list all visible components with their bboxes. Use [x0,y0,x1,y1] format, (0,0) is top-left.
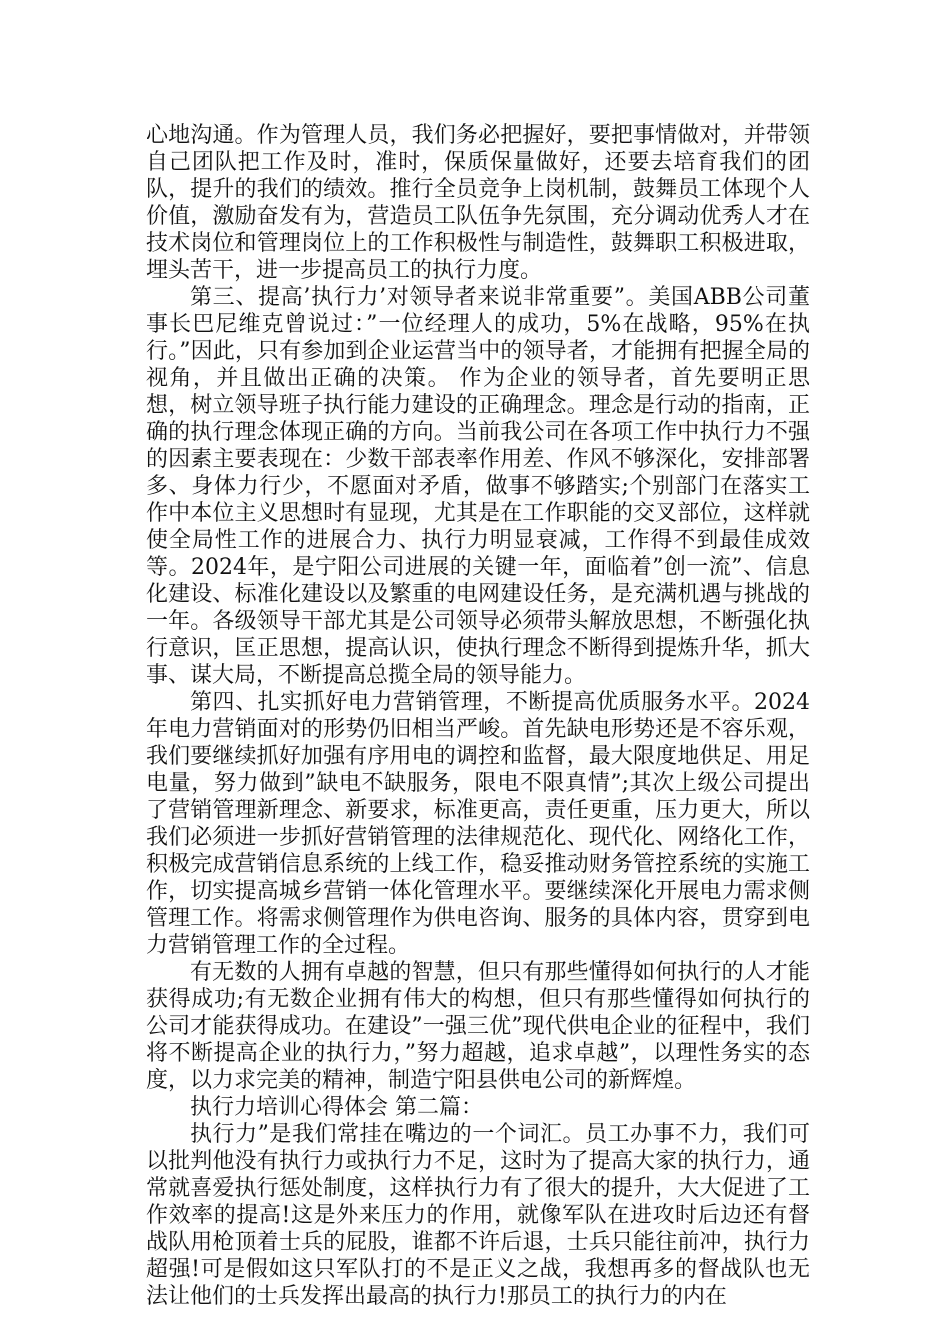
paragraph-conclusion: 有无数的人拥有卓越的智慧，但只有那些懂得如何执行的人才能获得成功;有无数企业拥有伟大的构想，但只有那些懂得如何执行的公司才能获得成功。在建设”一强三优”现代供电企业的征程中，我们将不断提高企业的执行力，”努力超越，追求卓越”，以理性务实的态度，以力求完美的精神，制造宁阳县供电公司的新辉煌。 [146,960,810,1093]
paragraph-continuation: 心地沟通。作为管理人员，我们务必把握好，要把事情做对，并带领自己团队把工作及时，准时，保质保量做好，还要去培育我们的团队，提升的我们的绩效。推行全员竞争上岗机制，鼓舞员工体现个人价值，激励奋发有为，营造员工队伍争先氛围，充分调动优秀人才在技术岗位和管理岗位上的工作积极性与制造性，鼓舞职工积极进取，埋头苦干，进一步提高员工的执行力度。 [146,123,810,283]
paragraph-point-three: 第三、提高’执行力’对领导者来说非常重要”。美国ABB公司董事长巴尼维克曾说过：”一位经理人的成功，5%在战略，95%在执行。”因此，只有参加到企业运营当中的领导者，才能拥有把握全局的视角，并且做出正确的决策。 作为企业的领导者，首先要明正思想，树立领导班子执行能力建设的正确理念。理念是行动的指南，正确的执行理念体现正确的方向。当前我公司在各项工作中执行力不强的因素主要表现在：少数干部表率作用差、作风不够深化，安排部署多、身体力行少，不愿面对矛盾，做事不够踏实;个别部门在落实工作中本位主义思想时有显现，尤其是在工作职能的交叉部位，这样就使全局性工作的进展合力、执行力明显衰减，工作得不到最佳成效等。2024年，是宁阳公司进展的关键一年，面临着”创一流”、信息化建设、标准化建设以及繁重的电网建设任务，是充满机遇与挑战的一年。各级领导干部尤其是公司领导必须带头解放思想，不断强化执行意识，匡正思想，提高认识，使执行理念不断得到提炼升华，抓大事、谋大局，不断提高总揽全局的领导能力。 [146,285,810,688]
paragraph-part-two-intro: 执行力”是我们常挂在嘴边的一个词汇。员工办事不力，我们可以批判他没有执行力或执行力不足，这时为了提高大家的执行力，通常就喜爱执行惩处制度，这样执行力有了很大的提升，大大促进了工作效率的提高!这是外来压力的作用，就像军队在进攻时后边还有督战队用枪顶着士兵的屁股，谁都不许后退，士兵只能往前冲，执行力超强!可是假如这只军队打的不是正义之战，我想再多的督战队也无法让他们的士兵发挥出最高的执行力!那员工的执行力的内在 [146,1122,810,1309]
section-heading-part-two: 执行力培训心得体会 第二篇： [190,1095,483,1120]
document-page [146,122,810,1310]
paragraph-point-four: 第四、扎实抓好电力营销管理，不断提高优质服务水平。2024年电力营销面对的形势仍旧相当严峻。首先缺电形势还是不容乐观，我们要继续抓好加强有序用电的调控和监督，最大限度地供足、用足电量，努力做到”缺电不缺服务，限电不限真情”;其次上级公司提出了营销管理新理念、新要求，标准更高，责任更重，压力更大，所以我们必须进一步抓好营销管理的法律规范化、现代化、网络化工作，积极完成营销信息系统的上线工作，稳妥推动财务管控系统的实施工作，切实提高城乡营销一体化管理水平。要继续深化开展电力需求侧管理工作。将需求侧管理作为供电咨询、服务的具体内容，贯穿到电力营销管理工作的全过程。 [146,690,810,958]
